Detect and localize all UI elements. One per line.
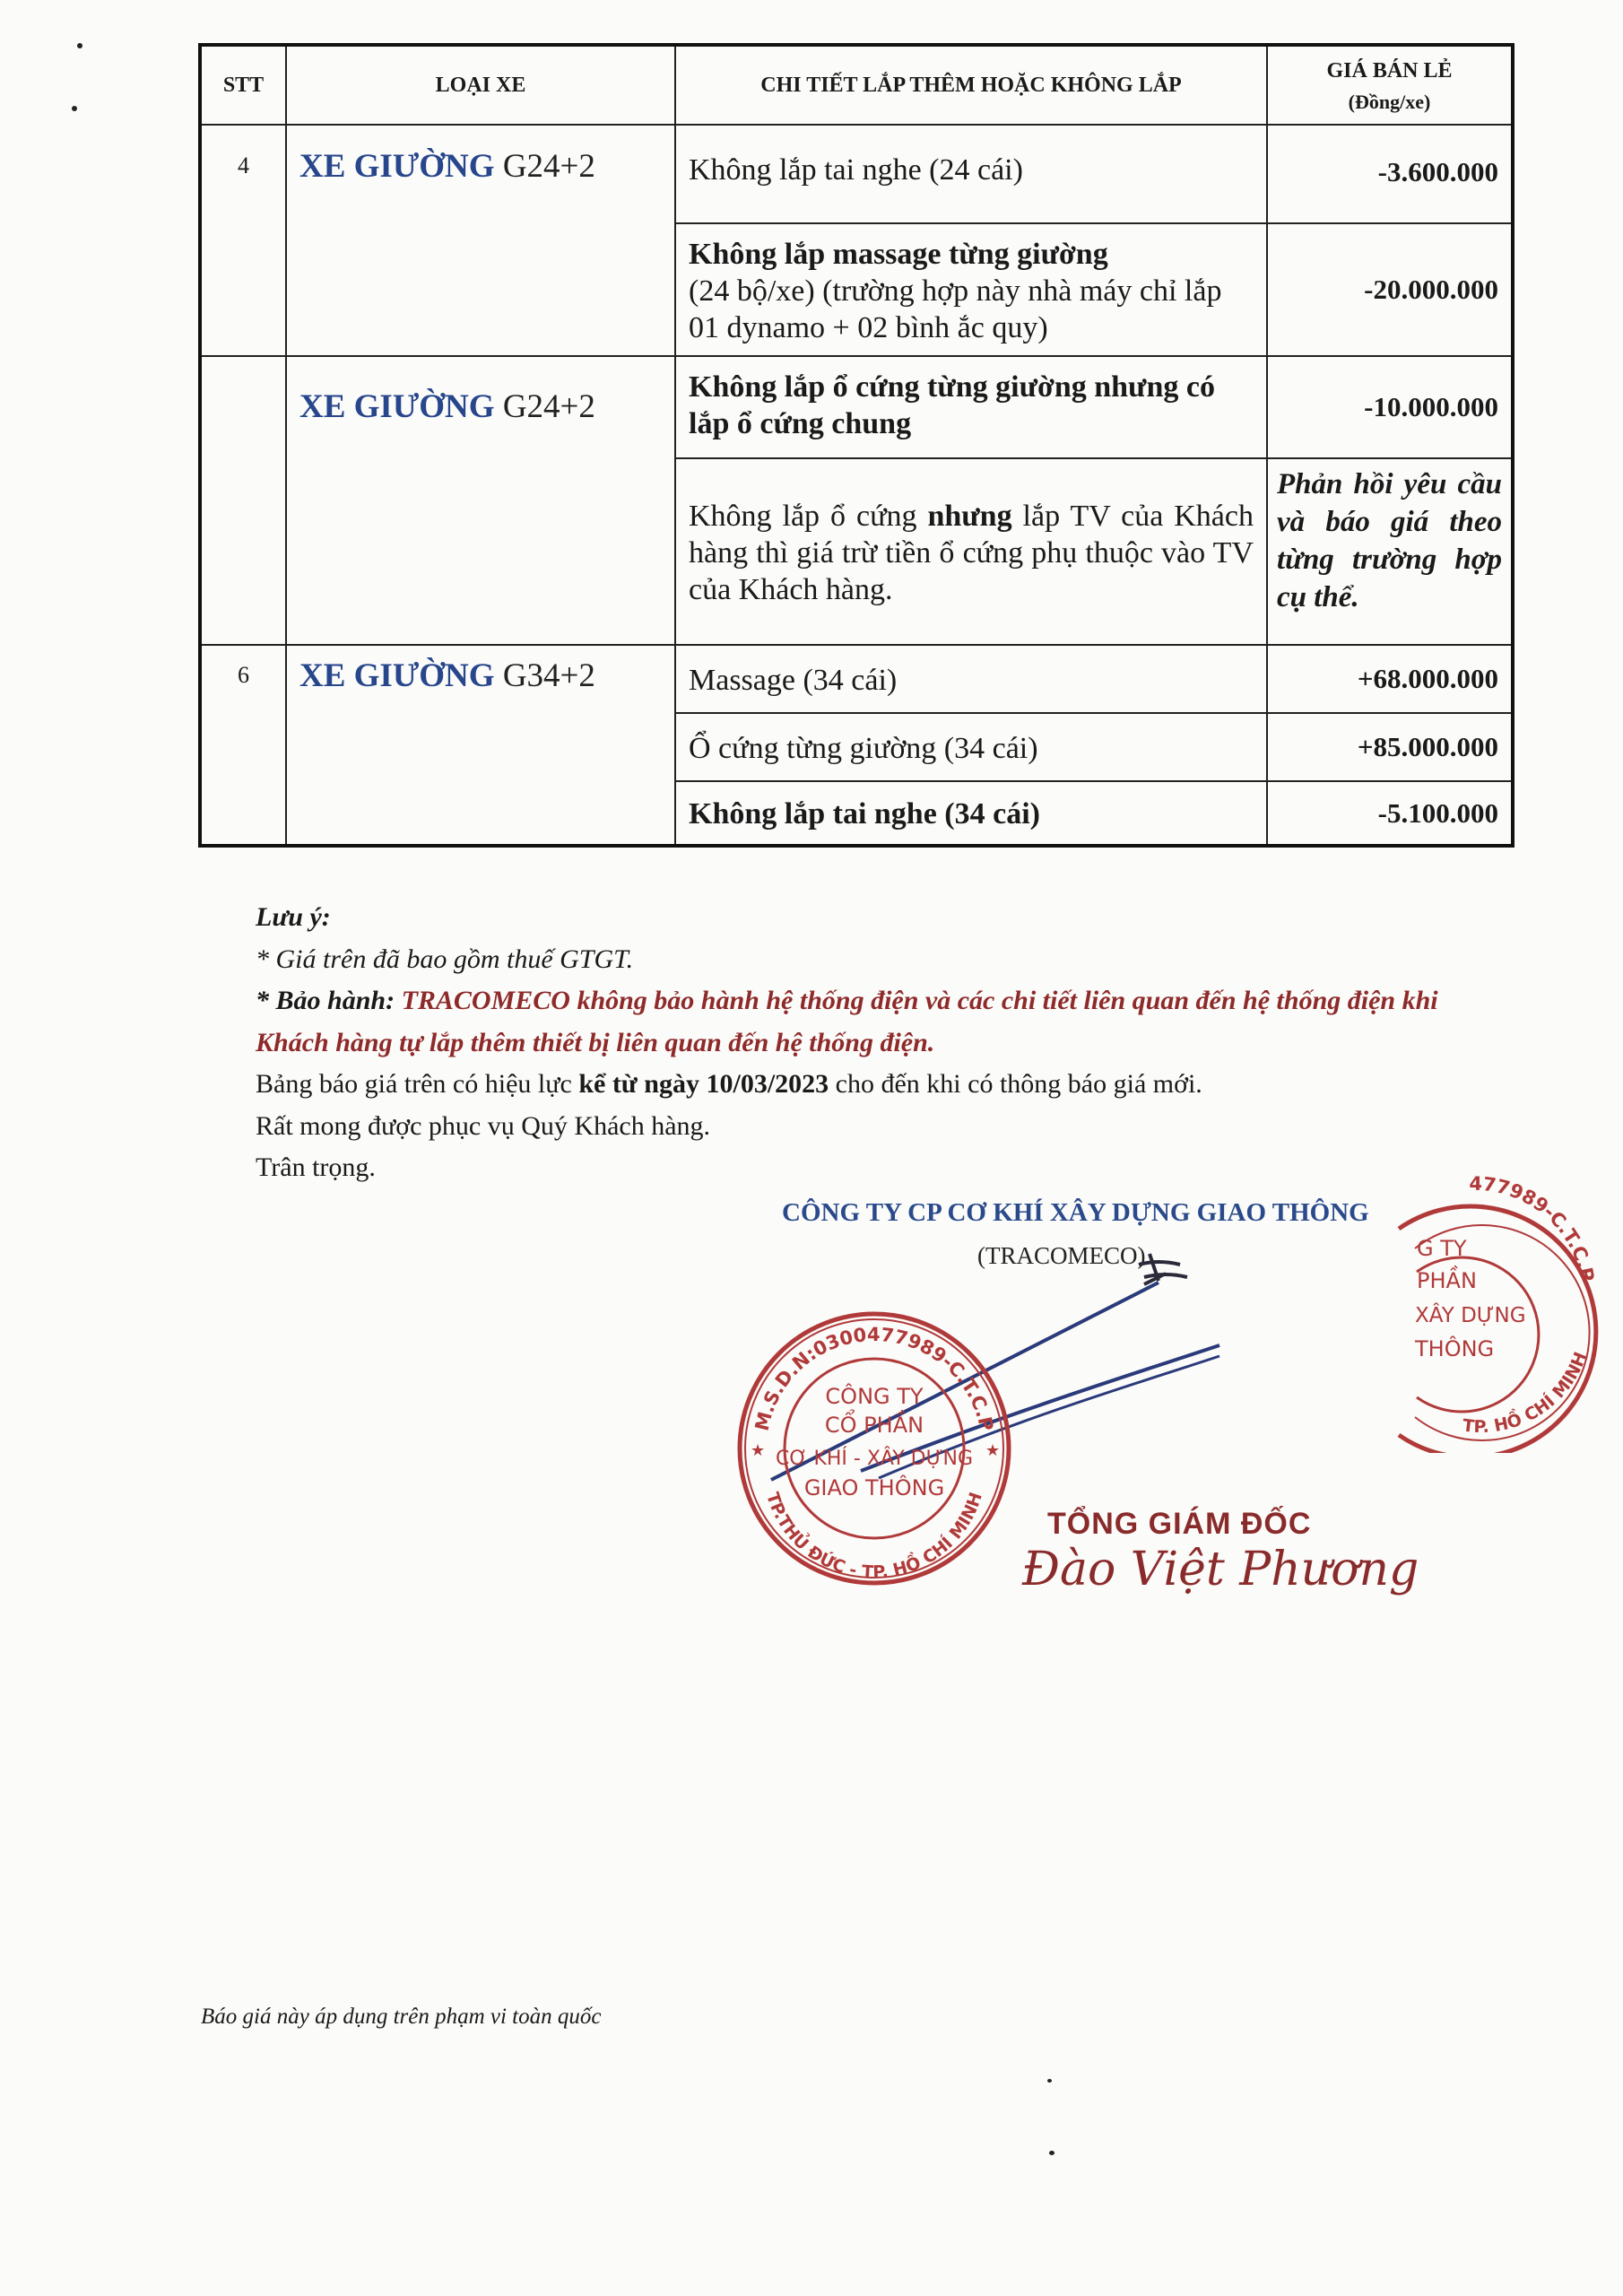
serve-line: Rất mong được phục vụ Quý Khách hàng. bbox=[256, 1110, 711, 1141]
table-row bbox=[200, 125, 1513, 223]
detail-text: (24 bộ/xe) (trường hợp này nhà máy chỉ lắp 01 dynamo + 02 bình ắc quy) bbox=[689, 274, 1222, 344]
detail-cell: Massage (34 cái) bbox=[675, 645, 1267, 713]
validity-pre: Bảng báo giá trên có hiệu lực bbox=[256, 1069, 579, 1099]
header-loai-xe: LOẠI XE bbox=[286, 45, 675, 125]
price-cell: +68.000.000 bbox=[1267, 645, 1513, 713]
vehicle-model: G34+2 bbox=[502, 657, 595, 695]
detail-bold-text: nhưng bbox=[927, 500, 1012, 534]
detail-cell: Không lắp ổ cứng từng giường nhưng có lắp ổ cứng chung bbox=[675, 356, 1267, 458]
regards-line: Trân trọng. bbox=[256, 1152, 376, 1182]
detail-cell bbox=[675, 223, 1267, 356]
price-cell: -10.000.000 bbox=[1267, 356, 1513, 458]
header-gia-ban-le bbox=[1267, 45, 1513, 125]
stt-cell: 6 bbox=[200, 645, 286, 846]
partial-seal-top: 477989-C.T.C.P bbox=[1469, 1172, 1599, 1284]
header-gia-label: GIÁ BÁN LẺ bbox=[1326, 58, 1453, 83]
table-header-row bbox=[200, 45, 1513, 125]
vehicle-type-cell bbox=[286, 356, 675, 645]
notes-title: Lưu ý: bbox=[256, 902, 331, 932]
stt-cell: 4 bbox=[200, 125, 286, 356]
vehicle-model: G24+2 bbox=[502, 148, 595, 185]
partial-seal-line-2: PHẦN bbox=[1417, 1268, 1477, 1293]
scan-speck bbox=[72, 106, 77, 111]
partial-seal-line-4: THÔNG bbox=[1415, 1336, 1495, 1361]
header-chi-tiet: CHI TIẾT LẮP THÊM HOẶC KHÔNG LẮP bbox=[675, 45, 1267, 125]
warranty-text: TRACOMECO không bảo hành hệ thống điện và các chi tiết liên quan đến hệ thống điện khi Khách hàng tự lắp thêm thiết bị liên quan đến hệ thống điện. bbox=[256, 986, 1438, 1057]
detail-cell: Ổ cứng từng giường (34 cái) bbox=[675, 713, 1267, 781]
detail-text: lắp TV của Khách hàng thì giá trừ tiền ổ cứng phụ thuộc vào TV của Khách hàng. bbox=[689, 500, 1254, 606]
vehicle-brand: XE GIƯỜNG bbox=[299, 657, 495, 695]
director-title: TỔNG GIÁM ĐỐC bbox=[1047, 1507, 1312, 1541]
svg-text:477989-C.T.C.P bbox=[1469, 1173, 1598, 1283]
header-gia-unit: (Đồng/xe) bbox=[1348, 90, 1431, 113]
price-cell: +85.000.000 bbox=[1267, 713, 1513, 781]
seal-line-1: CÔNG TY bbox=[825, 1384, 924, 1409]
scan-speck bbox=[1049, 2151, 1055, 2155]
validity-post: cho đến khi có thông báo giá mới. bbox=[829, 1069, 1202, 1099]
price-cell: -3.600.000 bbox=[1267, 125, 1513, 223]
partial-seal-line-3: XÂY DỰNG bbox=[1415, 1304, 1526, 1327]
header-stt: STT bbox=[200, 45, 286, 125]
company-name: CÔNG TY CP CƠ KHÍ XÂY DỰNG GIAO THÔNG bbox=[782, 1198, 1369, 1227]
seal-line-4: GIAO THÔNG bbox=[803, 1475, 945, 1500]
seal-bottom-text: TP.THỦ ĐỨC - TP. HỒ CHÍ MINH bbox=[762, 1490, 986, 1583]
price-cell: -5.100.000 bbox=[1267, 781, 1513, 846]
validity-date: kể từ ngày 10/03/2023 bbox=[578, 1069, 829, 1099]
vehicle-model: G24+2 bbox=[502, 388, 595, 426]
footer-note: Báo giá này áp dụng trên phạm vi toàn quốc bbox=[201, 2005, 602, 2029]
warranty-label: * Bảo hành: bbox=[256, 986, 395, 1015]
vehicle-brand: XE GIƯỜNG bbox=[299, 388, 495, 426]
notes-section bbox=[256, 897, 1511, 1189]
detail-cell bbox=[675, 458, 1267, 645]
partial-seal-line-1: G TY bbox=[1417, 1236, 1467, 1261]
table-row bbox=[200, 645, 1513, 713]
vat-note: * Giá trên đã bao gồm thuế GTGT. bbox=[256, 944, 634, 974]
director-signature-name: Đào Việt Phương bbox=[1022, 1543, 1419, 1596]
seal-line-3: CƠ KHÍ - XÂY DỰNG bbox=[776, 1448, 973, 1470]
warranty-note bbox=[256, 980, 1511, 1064]
company-abbr: (TRACOMECO) bbox=[977, 1242, 1146, 1269]
detail-text-pre: Không lắp ổ cứng bbox=[689, 500, 928, 534]
vehicle-brand: XE GIƯỜNG bbox=[299, 148, 495, 185]
vehicle-type-cell bbox=[286, 125, 675, 356]
svg-text:TP.THỦ ĐỨC - TP. HỒ CHÍ MINH bbox=[762, 1490, 986, 1582]
detail-bold-text: Không lắp massage từng giường bbox=[689, 238, 1108, 271]
seal-star-icon: ★ bbox=[985, 1441, 1001, 1459]
partial-seal bbox=[1372, 1166, 1614, 1453]
partial-seal-bottom: TP. HỒ CHÍ MINH bbox=[1461, 1349, 1592, 1438]
table-row bbox=[200, 356, 1513, 458]
detail-cell: Không lắp tai nghe (34 cái) bbox=[675, 781, 1267, 846]
vehicle-type-cell bbox=[286, 645, 675, 846]
validity-note bbox=[256, 1064, 1511, 1106]
price-note-cell: Phản hồi yêu cầu và báo giá theo từng trường hợp cụ thể. bbox=[1267, 458, 1513, 645]
company-seal bbox=[731, 1305, 1018, 1592]
seal-star-icon: ★ bbox=[751, 1441, 766, 1459]
price-table bbox=[198, 43, 1515, 848]
seal-line-2: CỔ PHẦN bbox=[824, 1413, 924, 1438]
seal-outer-text: M.S.D.N:0300477989-C.T.C.P bbox=[751, 1323, 998, 1433]
stt-cell bbox=[200, 356, 286, 645]
price-cell: -20.000.000 bbox=[1267, 223, 1513, 356]
scan-speck bbox=[1047, 2079, 1052, 2083]
detail-cell: Không lắp tai nghe (24 cái) bbox=[675, 125, 1267, 223]
scan-speck bbox=[77, 43, 82, 48]
